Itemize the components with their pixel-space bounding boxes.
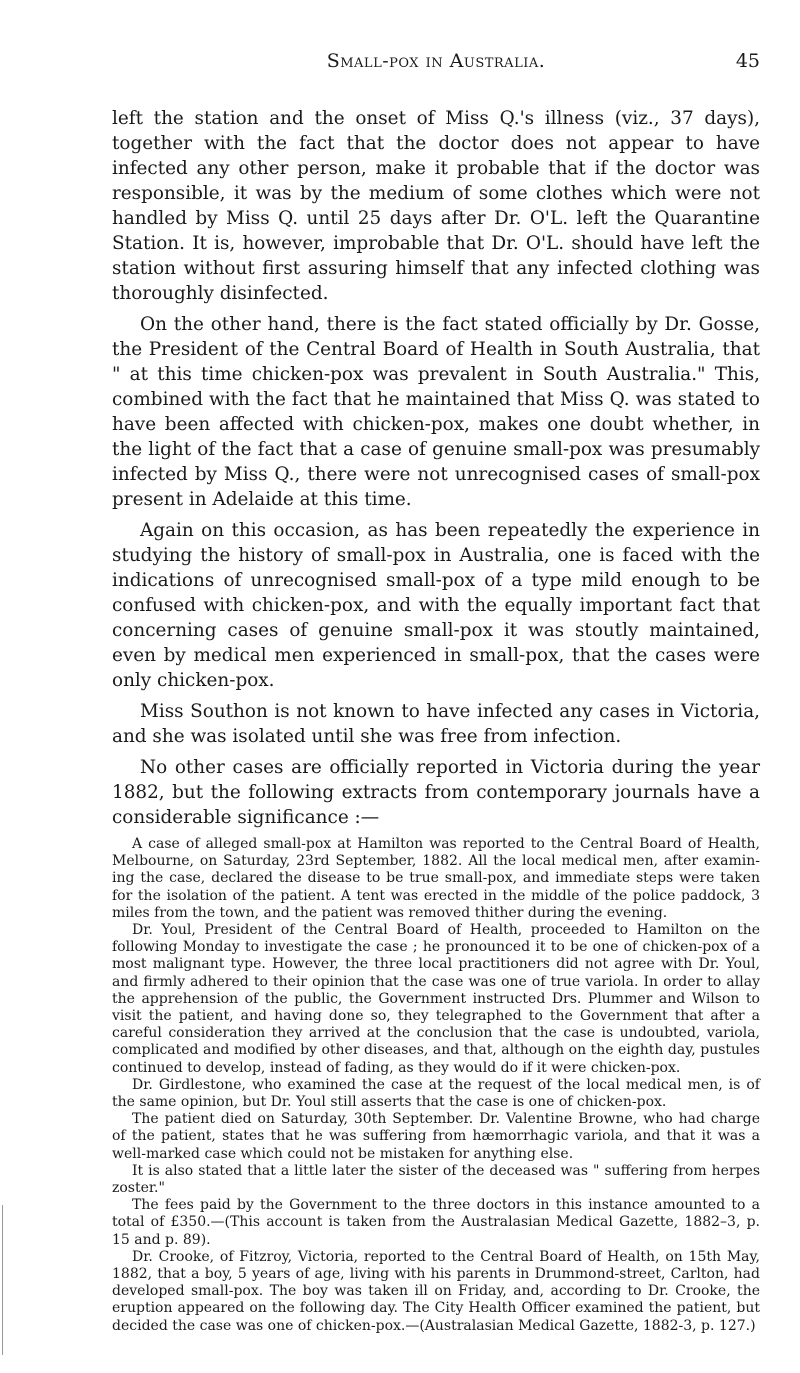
paragraph: left the station and the onset of Miss Q.'s illness (viz., 37 days), together with the fact that the doctor does not appear to have infected any other person, make it probable that if the doctor was responsible, it was by the medium of some clothes which were not handled by Miss Q. until 25 days after Dr. O'L. left the Quarantine Station. It is, however, improbable that Dr. O'L. should have left the station without first assuring himself that any infected clothing was thoroughly disinfected. bbox=[112, 108, 760, 304]
paragraph: Miss Southon is not known to have infected any cases in Victoria, and she was isolated until she was free from infection. bbox=[112, 701, 760, 747]
quoted-paragraph: Dr. Girdlestone, who examined the case at the request of the local medical men, is of the same opinion, but Dr. Youl still asserts that the case is one of chicken-pox. bbox=[112, 1076, 760, 1111]
paragraph: No other cases are officially reported in Victoria during the year 1882, but the following extracts from contemporary journals have a considerable significance :— bbox=[112, 757, 760, 828]
quoted-paragraph: A case of alleged small-pox at Hamilton was reported to the Central Board of Health, Melbourne, on Saturday, 23rd September, 1882. All the local medical men, after examin-ing the case, declared the disease to be true small-pox, and immediate steps were taken for the isolation of the patient. A tent was erected in the middle of the police paddock, 3 miles from the town, and the patient was removed thither during the evening. bbox=[112, 836, 760, 921]
page-number: 45 bbox=[735, 50, 760, 72]
paragraph: On the other hand, there is the fact stated officially by Dr. Gosse, the President of the Central Board of Health in South Australia, that " at this time chicken-pox was prevalent in South Australia." This, combined with the fact that he maintained that Miss Q. was stated to have been affected with chicken-pox, makes one doubt whether, in the light of the fact that a case of genuine small-pox was presumably infected by Miss Q., there were not unrecognised cases of small-pox present in Adelaide at this time. bbox=[112, 314, 760, 510]
running-title: Small-pox in Australia. bbox=[326, 50, 546, 72]
quoted-extract bbox=[112, 836, 760, 1335]
page-header bbox=[112, 50, 760, 80]
body-text bbox=[112, 106, 760, 1335]
quoted-paragraph: Dr. Crooke, of Fitzroy, Victoria, reported to the Central Board of Health, on 15th May, 1882, that a boy, 5 years of age, living with his parents in Drummond-street, Carlton, had developed small-pox. The boy was taken ill on Friday, and, according to Dr. Crooke, the eruption appeared on the following day. The City Health Officer examined the patient, but decided the case was one of chicken-pox.—(Australasian Medical Gazette, 1882-3, p. 127.) bbox=[112, 1248, 760, 1334]
quoted-paragraph: Dr. Youl, President of the Central Board of Health, proceeded to Hamilton on the following Monday to investigate the case ; he pronounced it to be one of chicken-pox of a most malignant type. However, the three local practitioners did not agree with Dr. Youl, and firmly adhered to their opinion that the case was one of true variola. In order to allay the apprehension of the public, the Government instructed Drs. Plummer and Wilson to visit the patient, and having done so, they telegraphed to the Government that after a careful consideration they arrived at the conclusion that the case is undoubted, variola, complicated and modified by other diseases, and that, although on the eighth day, pustules continued to develop, instead of fading, as they would do if it were chicken-pox. bbox=[112, 922, 760, 1076]
quoted-paragraph: The fees paid by the Government to the three doctors in this instance amounted to a total of £350.—(This account is taken from the Australasian Medical Gazette, 1882–3, p. 15 and p. 89). bbox=[112, 1197, 760, 1248]
quoted-paragraph: The patient died on Saturday, 30th September. Dr. Valentine Browne, who had charge of the patient, states that he was suffering from hæmorrhagic variola, and that it was a well-marked case which could not be mistaken for anything else. bbox=[112, 1111, 760, 1162]
page-edge-rule bbox=[2, 1205, 3, 1355]
quoted-paragraph: It is also stated that a little later the sister of the deceased was " suffering from herpes zoster." bbox=[112, 1162, 760, 1197]
paragraph: Again on this occasion, as has been repeatedly the experience in studying the history of small-pox in Australia, one is faced with the indications of unrecognised small-pox of a type mild enough to be confused with chicken-pox, and with the equally important fact that concerning cases of genuine small-pox it was stoutly maintained, even by medical men experienced in small-pox, that the cases were only chicken-pox. bbox=[112, 520, 760, 691]
